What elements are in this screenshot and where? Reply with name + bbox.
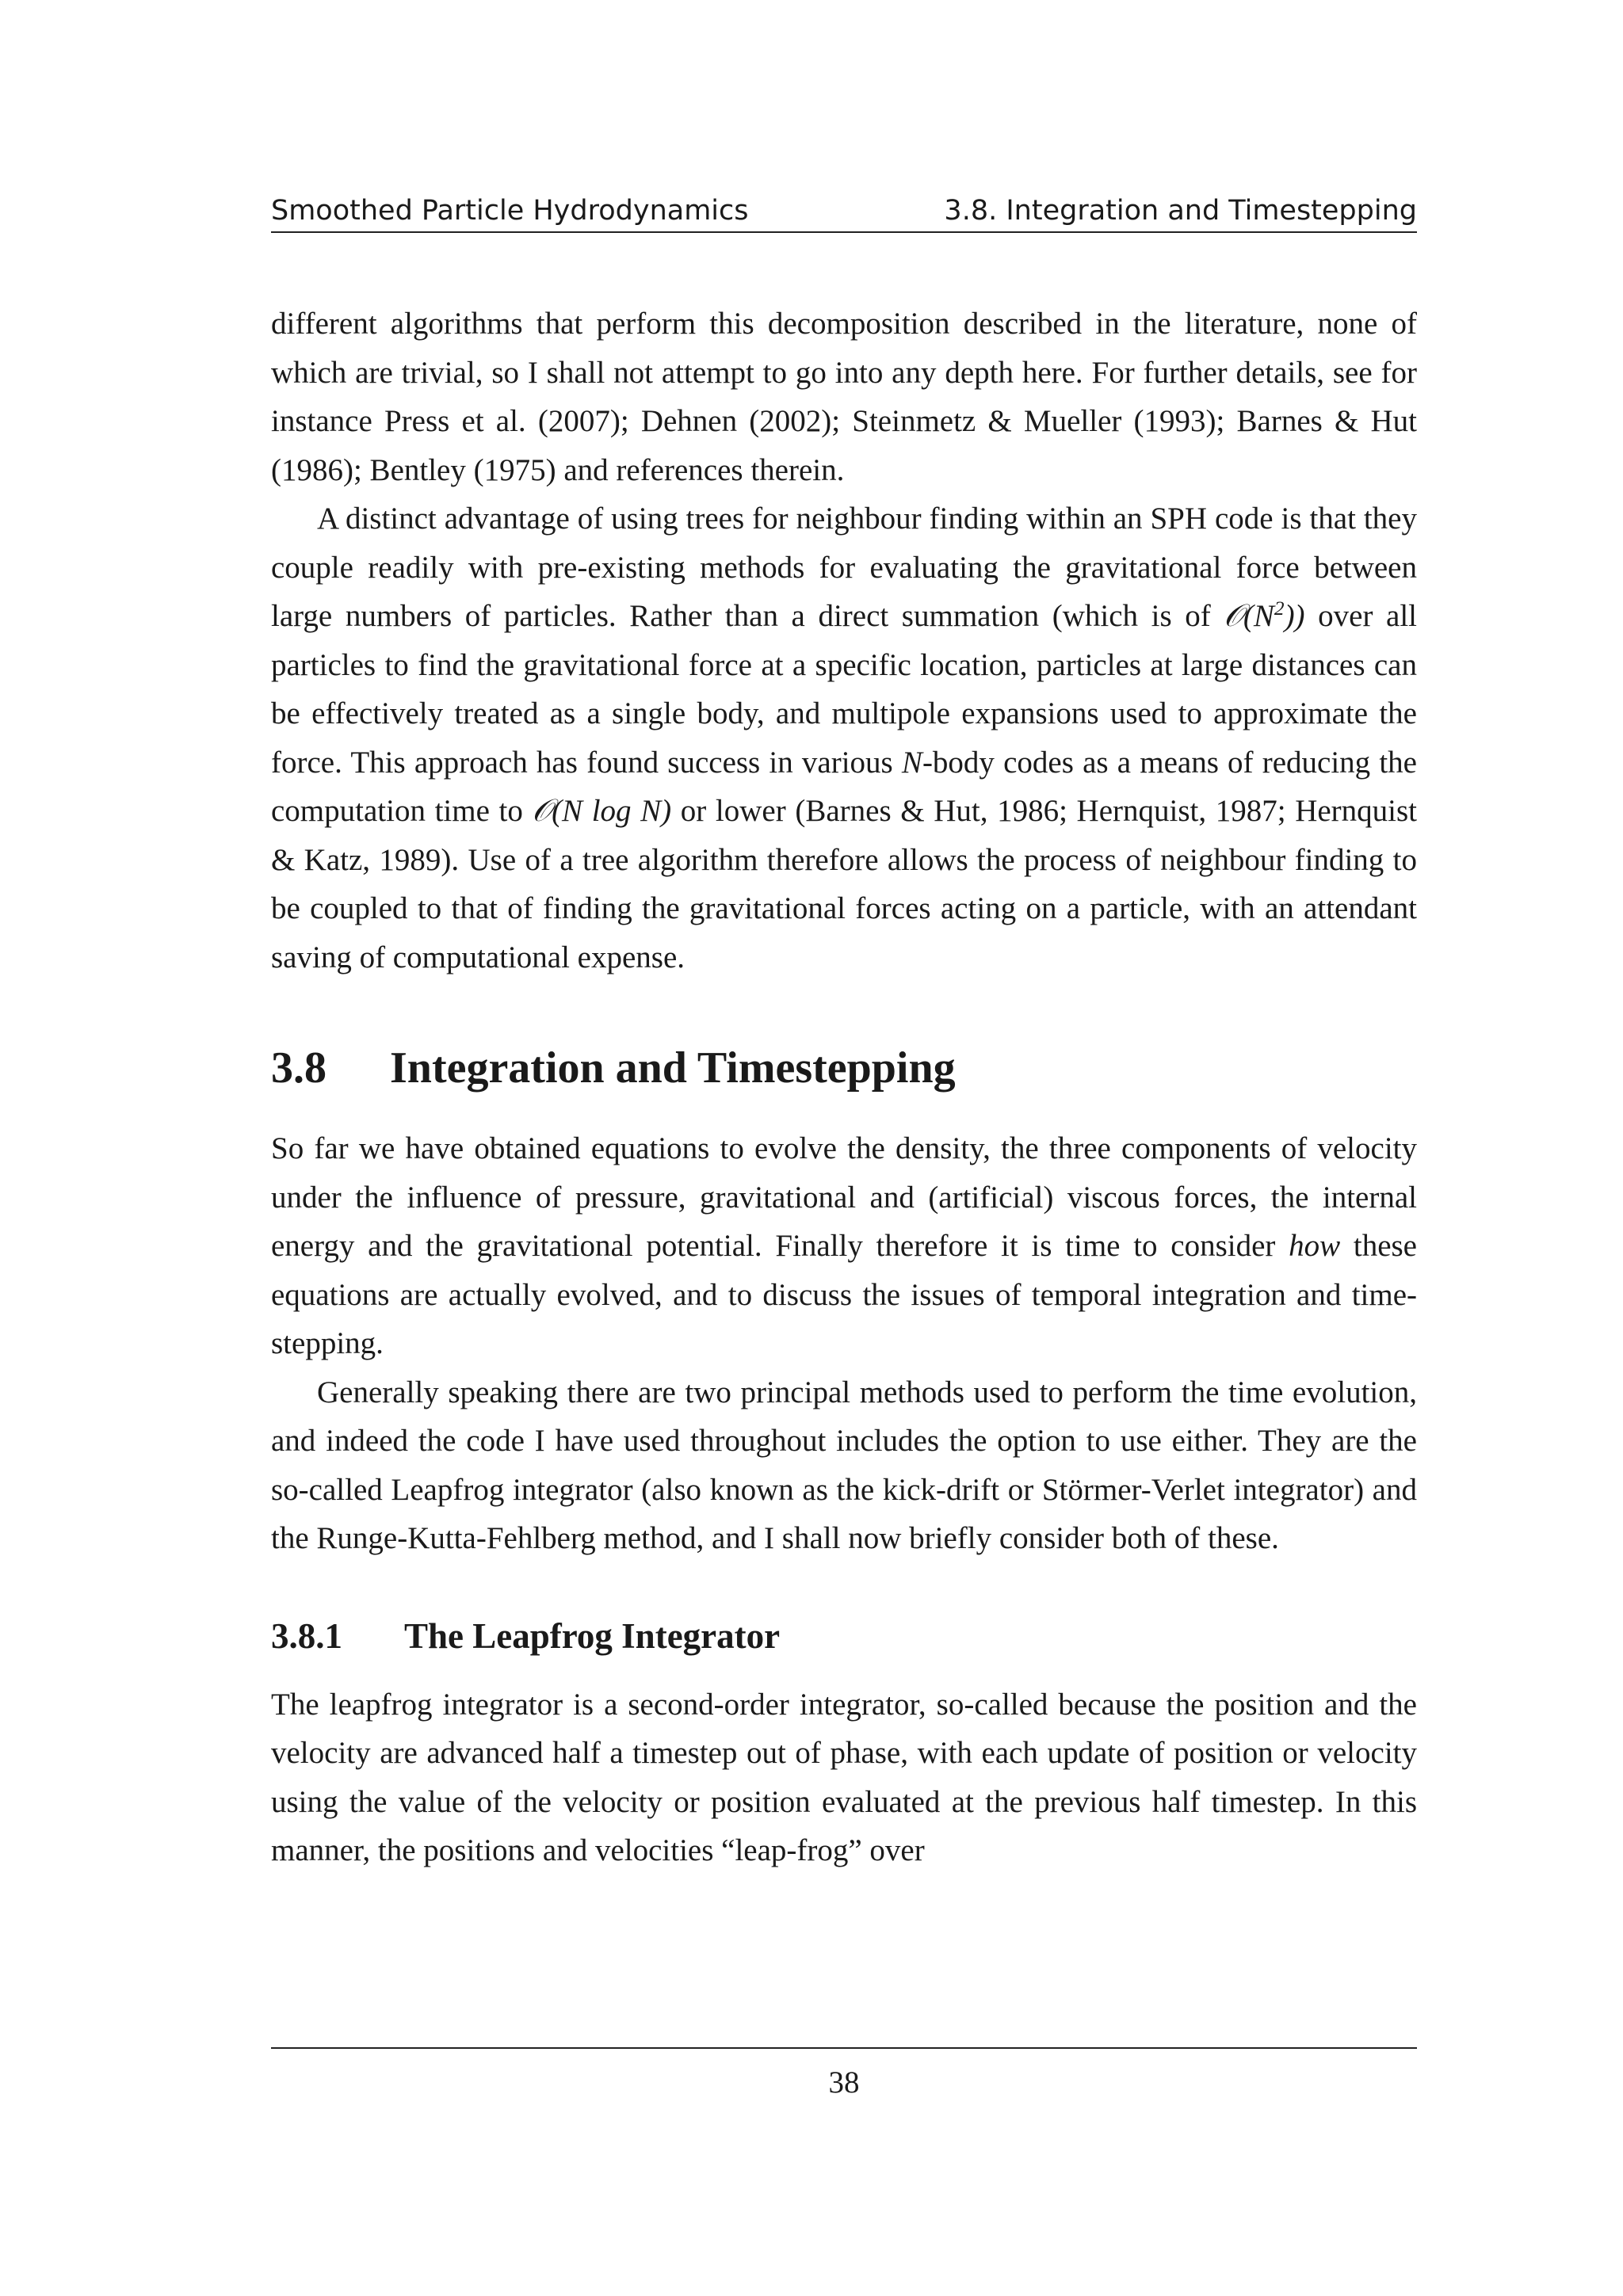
paragraph-leapfrog: The leapfrog integrator is a second-order integrator, so-called because the position and the velocity are advanced half a timestep out of phase, with each update of position or velocity using the value of the velocity or position evaluated at the previous half timestep. In this manner, the positions and velocities “leap-frog” over bbox=[271, 1687, 1417, 1867]
subsection-heading bbox=[271, 1612, 1417, 1660]
section-title: Integration and Timestepping bbox=[390, 1043, 956, 1093]
paragraph-methods: Generally speaking there are two principal methods used to perform the time evolution, and indeed the code I have used throughout includes the option to use either. They are the so-called Leapfrog integrator (also known as the kick-drift or Störmer-Verlet integrator) and the Runge-Kutta-Fehlberg method, and I shall now briefly consider both of these. bbox=[271, 1375, 1417, 1555]
subsection-number: 3.8.1 bbox=[271, 1615, 342, 1656]
text-run: or lower (Barnes & Hut, 1986; Hernquist, 1987; Hernquist & Katz, 1989). Use of a tree algorithm therefore allows the process of neighbour finding to be coupled to that of finding the gravitational forces acting on a particle, with an attendant saving of computational expense. bbox=[271, 794, 1418, 974]
text-run: over all particles to find the gravitational force at a specific location, particles at large distances can be effectively treated as a single body, and multipole expansions used to approximate the force. This approach has found success in various bbox=[271, 599, 1418, 780]
body-text bbox=[271, 299, 1417, 1875]
emphasis-how: how bbox=[1289, 1229, 1341, 1263]
page-number: 38 bbox=[828, 2065, 860, 2100]
math-n: N bbox=[901, 745, 922, 780]
paragraph-tree-gravity bbox=[271, 494, 1417, 982]
header-section-title: 3.8. Integration and Timestepping bbox=[944, 195, 1417, 227]
running-header bbox=[271, 190, 1417, 233]
section-number: 3.8 bbox=[271, 1043, 327, 1093]
subsection-title: The Leapfrog Integrator bbox=[404, 1615, 781, 1656]
text-run: A distinct advantage of using trees for neighbour finding within an SPH code is that they couple readily with pre-existing methods for evaluating the gravitational force between large numbers of particles. Rather than a direct summation (which is of bbox=[271, 502, 1417, 633]
page bbox=[271, 0, 1417, 2296]
paragraph-continuation: different algorithms that perform this decomposition described in the literature, none of which are trivial, so I shall not attempt to go into any depth here. For further details, see for instance Press et al. (2007); Dehnen (2002); Steinmetz & Mueller (1993); Barnes & Hut (1986); Bentley (1975) and references therein. bbox=[271, 307, 1417, 487]
footer-rule bbox=[271, 2047, 1417, 2049]
text-run: -body codes as a means of reducing the computation time to bbox=[271, 745, 1417, 828]
math-big-o-n-squared: $𝒪(N^2)$) bbox=[1224, 597, 1305, 633]
math-big-o-n-log-n: 𝒪(N log N) bbox=[532, 794, 672, 828]
paragraph-section-intro: So far we have obtained equations to evolve the density, the three components of velocity under the influence of pressure, gravitational and (artificial) viscous forces, the internal energy and the gravitational potential. Finally therefore it is time to consider how these equations are actually evolved, and to discuss the issues of temporal integration and time-stepping. bbox=[271, 1131, 1417, 1360]
header-chapter-title: Smoothed Particle Hydrodynamics bbox=[271, 195, 749, 227]
section-heading bbox=[271, 1040, 1417, 1096]
